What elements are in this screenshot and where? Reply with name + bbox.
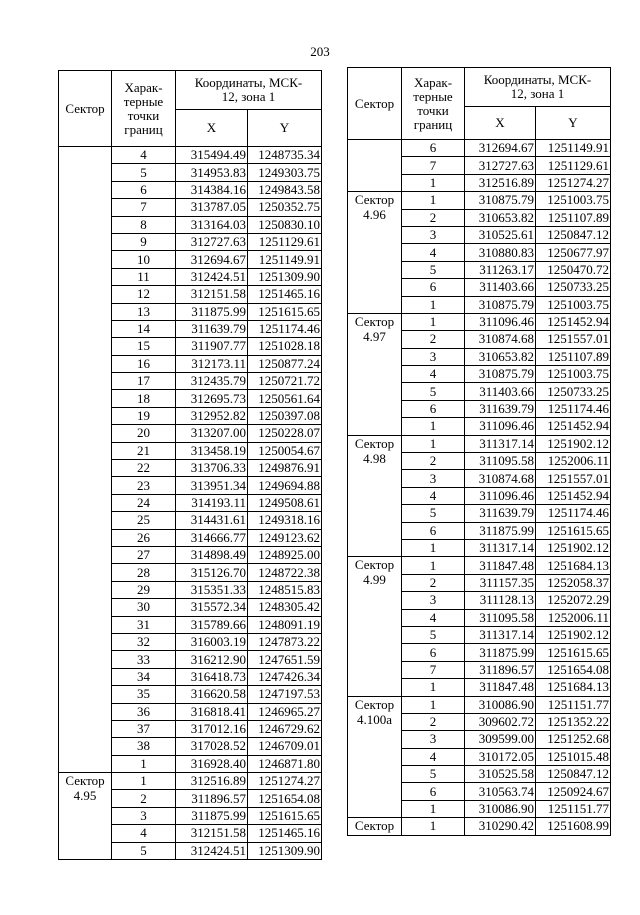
x-cell: 311317.14 [465, 435, 536, 452]
point-cell: 4 [402, 487, 465, 504]
point-cell: 21 [112, 442, 176, 459]
point-cell: 5 [402, 505, 465, 522]
y-cell: 1248925.00 [248, 546, 322, 563]
x-cell: 311157.35 [465, 574, 536, 591]
x-cell: 317028.52 [176, 738, 248, 755]
x-cell: 315789.66 [176, 616, 248, 633]
point-cell: 1 [112, 773, 176, 790]
point-cell: 3 [402, 470, 465, 487]
y-cell: 1251151.77 [536, 800, 611, 817]
y-cell: 1251465.16 [248, 286, 322, 303]
page-number: 203 [310, 44, 330, 59]
x-cell: 312173.11 [176, 355, 248, 372]
left-table-body [59, 147, 322, 860]
x-cell: 314431.61 [176, 512, 248, 529]
x-cell: 310172.05 [465, 748, 536, 765]
point-cell: 6 [402, 522, 465, 539]
y-cell: 1250721.72 [248, 373, 322, 390]
x-cell: 311263.17 [465, 261, 536, 278]
point-cell: 7 [112, 199, 176, 216]
point-cell: 4 [402, 609, 465, 626]
point-cell: 31 [112, 616, 176, 633]
x-cell: 309599.00 [465, 731, 536, 748]
table-row [348, 313, 611, 330]
point-cell: 24 [112, 494, 176, 511]
point-cell: 7 [402, 157, 465, 174]
x-cell: 310086.90 [465, 800, 536, 817]
y-cell: 1251252.68 [536, 731, 611, 748]
y-cell: 1250561.64 [248, 390, 322, 407]
x-cell: 310525.58 [465, 766, 536, 783]
point-cell: 5 [112, 842, 176, 859]
point-cell: 13 [112, 303, 176, 320]
y-cell: 1251902.12 [536, 435, 611, 452]
y-cell: 1250830.10 [248, 216, 322, 233]
header-y: Y [536, 107, 611, 140]
point-cell: 1 [402, 800, 465, 817]
point-cell: 35 [112, 686, 176, 703]
x-cell: 311875.99 [465, 644, 536, 661]
point-cell: 14 [112, 320, 176, 337]
x-cell: 310875.79 [465, 296, 536, 313]
point-cell: 20 [112, 425, 176, 442]
header-coordinates: Координаты, МСК- 12, зона 1 [176, 71, 322, 110]
header-coordinates: Координаты, МСК- 12, зона 1 [465, 68, 611, 107]
y-cell: 1251684.13 [536, 557, 611, 574]
point-cell: 1 [402, 174, 465, 191]
x-cell: 313458.19 [176, 442, 248, 459]
point-cell: 11 [112, 268, 176, 285]
point-cell: 6 [402, 140, 465, 157]
point-cell: 1 [402, 296, 465, 313]
x-cell: 317012.16 [176, 720, 248, 737]
y-cell: 1248722.38 [248, 564, 322, 581]
y-cell: 1249876.91 [248, 460, 322, 477]
y-cell: 1251557.01 [536, 470, 611, 487]
point-cell: 17 [112, 373, 176, 390]
x-cell: 311639.79 [176, 320, 248, 337]
point-cell: 6 [402, 400, 465, 417]
y-cell: 1251274.27 [536, 174, 611, 191]
point-cell: 26 [112, 529, 176, 546]
y-cell: 1248091.19 [248, 616, 322, 633]
x-cell: 310563.74 [465, 783, 536, 800]
point-cell: 3 [402, 226, 465, 243]
x-cell: 314953.83 [176, 164, 248, 181]
y-cell: 1247197.53 [248, 686, 322, 703]
point-cell: 1 [402, 557, 465, 574]
y-cell: 1247426.34 [248, 668, 322, 685]
y-cell: 1252006.11 [536, 453, 611, 470]
x-cell: 313951.34 [176, 477, 248, 494]
point-cell: 5 [402, 383, 465, 400]
y-cell: 1250054.67 [248, 442, 322, 459]
table-row [348, 140, 611, 157]
x-cell: 316818.41 [176, 703, 248, 720]
y-cell: 1249843.58 [248, 181, 322, 198]
table-row [348, 818, 611, 835]
point-cell: 7 [402, 661, 465, 678]
point-cell: 15 [112, 338, 176, 355]
x-cell: 310875.79 [465, 192, 536, 209]
y-cell: 1247873.22 [248, 633, 322, 650]
header-y: Y [248, 110, 322, 147]
x-cell: 314666.77 [176, 529, 248, 546]
x-cell: 311096.46 [465, 313, 536, 330]
y-cell: 1251352.22 [536, 713, 611, 730]
point-cell: 6 [402, 783, 465, 800]
y-cell: 1249508.61 [248, 494, 322, 511]
x-cell: 311403.66 [465, 383, 536, 400]
x-cell: 310086.90 [465, 696, 536, 713]
y-cell: 1251174.46 [248, 320, 322, 337]
y-cell: 1251615.65 [248, 807, 322, 824]
x-cell: 312435.79 [176, 373, 248, 390]
y-cell: 1251309.90 [248, 842, 322, 859]
point-cell: 4 [112, 825, 176, 842]
y-cell: 1251149.91 [536, 140, 611, 157]
x-cell: 312424.51 [176, 268, 248, 285]
y-cell: 1251028.18 [248, 338, 322, 355]
point-cell: 1 [402, 696, 465, 713]
y-cell: 1251615.65 [536, 522, 611, 539]
x-cell: 315126.70 [176, 564, 248, 581]
point-cell: 16 [112, 355, 176, 372]
right-table-body [348, 140, 611, 836]
x-cell: 311128.13 [465, 592, 536, 609]
point-cell: 23 [112, 477, 176, 494]
y-cell: 1248305.42 [248, 599, 322, 616]
y-cell: 1251174.46 [536, 400, 611, 417]
y-cell: 1251003.75 [536, 192, 611, 209]
x-cell: 310653.82 [465, 348, 536, 365]
y-cell: 1251174.46 [536, 505, 611, 522]
point-cell: 2 [402, 574, 465, 591]
x-cell: 312695.73 [176, 390, 248, 407]
y-cell: 1251465.16 [248, 825, 322, 842]
y-cell: 1251151.77 [536, 696, 611, 713]
y-cell: 1251309.90 [248, 268, 322, 285]
point-cell: 18 [112, 390, 176, 407]
y-cell: 1251003.75 [536, 366, 611, 383]
sector-cell: Сектор 4.96 [348, 192, 402, 314]
y-cell: 1251608.99 [536, 818, 611, 835]
y-cell: 1250877.24 [248, 355, 322, 372]
y-cell: 1251149.91 [248, 251, 322, 268]
point-cell: 4 [402, 366, 465, 383]
point-cell: 5 [402, 261, 465, 278]
y-cell: 1247651.59 [248, 651, 322, 668]
y-cell: 1251902.12 [536, 539, 611, 556]
table-row [348, 192, 611, 209]
y-cell: 1251654.08 [248, 790, 322, 807]
point-cell: 4 [112, 147, 176, 164]
point-cell: 37 [112, 720, 176, 737]
x-cell: 310290.42 [465, 818, 536, 835]
point-cell: 30 [112, 599, 176, 616]
x-cell: 311875.99 [176, 303, 248, 320]
y-cell: 1251684.13 [536, 679, 611, 696]
y-cell: 1251452.94 [536, 313, 611, 330]
header-sector: Сектор [348, 68, 402, 140]
y-cell: 1251452.94 [536, 487, 611, 504]
point-cell: 4 [402, 244, 465, 261]
sector-cell [59, 147, 112, 773]
header-x: X [176, 110, 248, 147]
y-cell: 1249303.75 [248, 164, 322, 181]
x-cell: 311847.48 [465, 679, 536, 696]
y-cell: 1250733.25 [536, 383, 611, 400]
point-cell: 4 [402, 748, 465, 765]
point-cell: 38 [112, 738, 176, 755]
point-cell: 1 [112, 755, 176, 772]
x-cell: 311907.77 [176, 338, 248, 355]
point-cell: 8 [112, 216, 176, 233]
point-cell: 10 [112, 251, 176, 268]
point-cell: 1 [402, 539, 465, 556]
table-row [348, 557, 611, 574]
x-cell: 309602.72 [465, 713, 536, 730]
point-cell: 22 [112, 460, 176, 477]
y-cell: 1248515.83 [248, 581, 322, 598]
y-cell: 1251654.08 [536, 661, 611, 678]
y-cell: 1252058.37 [536, 574, 611, 591]
x-cell: 312424.51 [176, 842, 248, 859]
y-cell: 1250847.12 [536, 766, 611, 783]
x-cell: 311317.14 [465, 539, 536, 556]
point-cell: 25 [112, 512, 176, 529]
x-cell: 313207.00 [176, 425, 248, 442]
x-cell: 311096.46 [465, 487, 536, 504]
y-cell: 1252006.11 [536, 609, 611, 626]
y-cell: 1251129.61 [248, 233, 322, 250]
y-cell: 1252072.29 [536, 592, 611, 609]
point-cell: 27 [112, 546, 176, 563]
y-cell: 1251274.27 [248, 773, 322, 790]
y-cell: 1250924.67 [536, 783, 611, 800]
x-cell: 311875.99 [176, 807, 248, 824]
point-cell: 1 [402, 313, 465, 330]
x-cell: 314898.49 [176, 546, 248, 563]
x-cell: 311896.57 [465, 661, 536, 678]
point-cell: 1 [402, 435, 465, 452]
point-cell: 36 [112, 703, 176, 720]
x-cell: 311317.14 [465, 626, 536, 643]
x-cell: 312516.89 [465, 174, 536, 191]
x-cell: 312151.58 [176, 286, 248, 303]
x-cell: 311896.57 [176, 790, 248, 807]
point-cell: 2 [402, 209, 465, 226]
x-cell: 312727.63 [465, 157, 536, 174]
point-cell: 6 [402, 644, 465, 661]
x-cell: 312516.89 [176, 773, 248, 790]
point-cell: 9 [112, 233, 176, 250]
x-cell: 310874.68 [465, 470, 536, 487]
point-cell: 1 [402, 418, 465, 435]
point-cell: 3 [402, 731, 465, 748]
x-cell: 315351.33 [176, 581, 248, 598]
point-cell: 33 [112, 651, 176, 668]
point-cell: 5 [112, 164, 176, 181]
y-cell: 1251129.61 [536, 157, 611, 174]
header-points: Харак- терные точки границ [112, 71, 176, 147]
point-cell: 1 [402, 679, 465, 696]
point-cell: 19 [112, 407, 176, 424]
point-cell: 2 [402, 453, 465, 470]
y-cell: 1250397.08 [248, 407, 322, 424]
y-cell: 1251557.01 [536, 331, 611, 348]
y-cell: 1246729.62 [248, 720, 322, 737]
x-cell: 315494.49 [176, 147, 248, 164]
x-cell: 312151.58 [176, 825, 248, 842]
y-cell: 1246709.01 [248, 738, 322, 755]
point-cell: 6 [112, 181, 176, 198]
y-cell: 1250470.72 [536, 261, 611, 278]
x-cell: 311639.79 [465, 505, 536, 522]
sector-cell: Сектор 4.99 [348, 557, 402, 696]
y-cell: 1250733.25 [536, 279, 611, 296]
x-cell: 312694.67 [465, 140, 536, 157]
coordinates-table-left [58, 70, 322, 860]
x-cell: 311639.79 [465, 400, 536, 417]
point-cell: 32 [112, 633, 176, 650]
point-cell: 3 [112, 807, 176, 824]
x-cell: 310653.82 [465, 209, 536, 226]
x-cell: 316928.40 [176, 755, 248, 772]
point-cell: 29 [112, 581, 176, 598]
y-cell: 1250228.07 [248, 425, 322, 442]
x-cell: 311095.58 [465, 453, 536, 470]
point-cell: 3 [402, 348, 465, 365]
point-cell: 28 [112, 564, 176, 581]
point-cell: 2 [402, 713, 465, 730]
table-row [59, 147, 322, 164]
y-cell: 1250352.75 [248, 199, 322, 216]
point-cell: 2 [402, 331, 465, 348]
coordinates-table-right [347, 67, 611, 836]
y-cell: 1251615.65 [248, 303, 322, 320]
x-cell: 311096.46 [465, 418, 536, 435]
y-cell: 1249123.62 [248, 529, 322, 546]
point-cell: 5 [402, 626, 465, 643]
point-cell: 6 [402, 279, 465, 296]
y-cell: 1251015.48 [536, 748, 611, 765]
sector-cell: Сектор 4.97 [348, 313, 402, 435]
x-cell: 311095.58 [465, 609, 536, 626]
y-cell: 1251107.89 [536, 209, 611, 226]
y-cell: 1250677.97 [536, 244, 611, 261]
point-cell: 12 [112, 286, 176, 303]
y-cell: 1251615.65 [536, 644, 611, 661]
x-cell: 314384.16 [176, 181, 248, 198]
header-x: X [465, 107, 536, 140]
point-cell: 3 [402, 592, 465, 609]
y-cell: 1251902.12 [536, 626, 611, 643]
x-cell: 313787.05 [176, 199, 248, 216]
x-cell: 316620.58 [176, 686, 248, 703]
x-cell: 310525.61 [465, 226, 536, 243]
header-sector: Сектор [59, 71, 112, 147]
x-cell: 312694.67 [176, 251, 248, 268]
sector-cell: Сектор 4.95 [59, 773, 112, 860]
sector-cell: Сектор [348, 818, 402, 835]
point-cell: 1 [402, 818, 465, 835]
x-cell: 313164.03 [176, 216, 248, 233]
sector-cell: Сектор 4.100а [348, 696, 402, 818]
table-row [59, 773, 322, 790]
y-cell: 1250847.12 [536, 226, 611, 243]
x-cell: 311847.48 [465, 557, 536, 574]
y-cell: 1249318.16 [248, 512, 322, 529]
y-cell: 1251452.94 [536, 418, 611, 435]
x-cell: 316003.19 [176, 633, 248, 650]
x-cell: 312952.82 [176, 407, 248, 424]
table-row [348, 435, 611, 452]
x-cell: 312727.63 [176, 233, 248, 250]
y-cell: 1246965.27 [248, 703, 322, 720]
x-cell: 310874.68 [465, 331, 536, 348]
y-cell: 1248735.34 [248, 147, 322, 164]
y-cell: 1251003.75 [536, 296, 611, 313]
point-cell: 5 [402, 766, 465, 783]
x-cell: 311403.66 [465, 279, 536, 296]
y-cell: 1251107.89 [536, 348, 611, 365]
point-cell: 34 [112, 668, 176, 685]
point-cell: 2 [112, 790, 176, 807]
x-cell: 311875.99 [465, 522, 536, 539]
y-cell: 1246871.80 [248, 755, 322, 772]
x-cell: 316212.90 [176, 651, 248, 668]
table-row [348, 696, 611, 713]
point-cell: 1 [402, 192, 465, 209]
x-cell: 316418.73 [176, 668, 248, 685]
x-cell: 313706.33 [176, 460, 248, 477]
x-cell: 310880.83 [465, 244, 536, 261]
x-cell: 315572.34 [176, 599, 248, 616]
x-cell: 314193.11 [176, 494, 248, 511]
x-cell: 310875.79 [465, 366, 536, 383]
header-points: Харак- терные точки границ [402, 68, 465, 140]
sector-cell [348, 140, 402, 192]
sector-cell: Сектор 4.98 [348, 435, 402, 557]
y-cell: 1249694.88 [248, 477, 322, 494]
